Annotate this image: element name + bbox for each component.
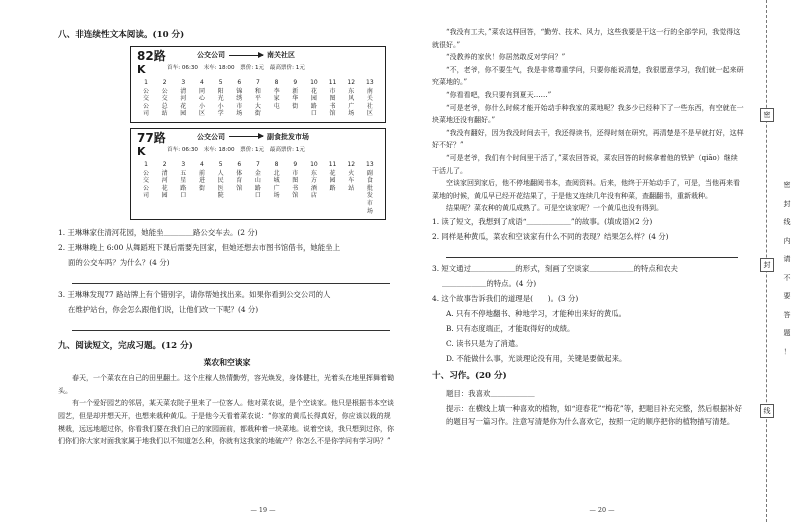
stop: 13 南关社区 [366, 79, 374, 118]
binding-margin [752, 0, 800, 522]
question-3b: 在维护站台，你会怎么跟他们说，让他们改一下呢？(4 分) [68, 305, 259, 315]
stop: 3 清河花园 [180, 79, 187, 118]
stop: 7 和平大街 [254, 79, 261, 118]
option-d[interactable]: D. 不能做什么事，光谈理论没有用，关键是要做起来。 [446, 353, 627, 363]
answer-line[interactable] [72, 318, 390, 331]
question-1: 1. 读了短文，我想到了成语“＿＿＿＿＿＿”的故事。(填成语)(2 分) [432, 216, 653, 226]
question-2b: 面的公交车吗？为什么？(4 分) [68, 258, 170, 268]
question-2: 2. 同样是种黄瓜，菜农和空谈家有什么不同的表现？结果怎么样？(4 分) [432, 231, 669, 241]
stop: 2 清河花园 [161, 160, 168, 200]
stop: 10 花园路口 [310, 79, 318, 118]
stop: 1 公交公司 [142, 160, 149, 200]
stop: 4 同心小区 [198, 79, 205, 118]
arrow-right-icon [229, 136, 263, 137]
binding-warning: 密 封 线 内 请 不 要 答 题 ！ [783, 181, 791, 356]
paragraph: “不，老爷，你不要生气，我是非常尊重学问，只要你能说清楚，我很愿意学习，我们就一起来研究菜地的。” [432, 65, 744, 87]
passage-continued [432, 26, 744, 215]
question-1: 1. 王琳琳家住清河花园，她能坐＿＿＿＿路公交车去。(2 分) [58, 228, 258, 238]
route-to: 副食批发市场 [267, 132, 309, 141]
section-9-title: 九、阅读短文，完成习题。(12 分) [58, 341, 193, 352]
stop: 1 公交公司 [142, 79, 149, 118]
route-from: 公交公司 [197, 51, 225, 59]
stop: 9 市图书馆 [292, 160, 299, 200]
stop-list [137, 79, 379, 118]
page-20 [410, 0, 750, 522]
arrow-right-icon [229, 55, 263, 56]
stop: 11 市图书馆 [328, 79, 337, 118]
route-to: 南关社区 [267, 51, 295, 59]
section-10-title: 十、习作。(20 分) [432, 370, 507, 381]
paragraph: “可是老爷，你什么时候才能开始动手种我家的菜地呢？我多少已经种下了一些东西，有空就在一块菜地还没有翻好。” [432, 103, 744, 125]
stop: 11 花园路 [328, 160, 337, 192]
route-from: 公交公司 [197, 132, 225, 141]
paragraph: 空谈家回到家后，他不停地翻阅书本，查阅资料。后来，他终于开始动手了，可是，当他再来看菜地的时候，黄瓜早已经开花结果了，于是他又连续几年没有种菜，查翻翻书，重新栽种。 [432, 179, 740, 200]
bus-k: K [137, 63, 146, 76]
bus-sign-82 [130, 46, 386, 123]
bus-number: 77路 [137, 130, 166, 145]
paragraph: 结果呢？菜农种的黄瓜成熟了。可是空谈家呢？一个黄瓜也没有得到。 [446, 204, 663, 213]
stop: 12 火车站 [347, 160, 356, 192]
stop: 8 北城广场 [273, 160, 280, 200]
paragraph: “我没有工夫，”菜农这样回答，“勤劳、技术、风力，这些我要是干这一行的全部学问，我觉得这就很好。” [432, 28, 741, 49]
option-a[interactable]: A. 只有不停地翻书、种地学习，才能种出来好的黄瓜。 [446, 308, 627, 318]
bus-number: 82路 [137, 49, 166, 63]
binder-mark: 线 [760, 404, 774, 418]
stop-list [137, 161, 379, 215]
stop: 9 新华街 [292, 79, 299, 110]
paragraph: 春天，一个菜农在自己的田里翻土。这个庄稼人热情勤劳，容光焕发，身体健壮，光着头在地里挥舞着锄头。 [58, 374, 394, 395]
option-c[interactable]: C. 读书只是为了消遣。 [446, 338, 523, 348]
option-b[interactable]: B. 只有态度端正，才能取得好的成绩。 [446, 323, 575, 333]
binder-mark: 封 [760, 258, 774, 272]
stop: 2 公交总站 [161, 79, 168, 118]
stop: 7 金山路口 [254, 160, 261, 200]
essay-hint: 提示：在横线上填一种喜欢的植物，如“迎春花”“梅花”等，把题目补充完整，然后根据补好的题目写一篇习作。注意写清楚你为什么喜欢它，按照一定的顺序把你的植物描写清楚。 [446, 403, 742, 426]
question-3a: 3. 短文通过＿＿＿＿＿＿的形式，刻画了空谈家＿＿＿＿＿＿的特点和农夫 [432, 263, 678, 273]
paragraph: “可是老爷，我们有个时间里干活了，”菜农回答说，菜农回答的时候拿着他的铁铲（qiāo）继续干活儿了。 [432, 153, 738, 175]
essay-title: 题目：我喜欢＿＿＿＿＿＿ [446, 388, 535, 398]
paragraph: 有一个爱好园艺的邻居，某天菜农院子里来了一位客人。他对菜农说，是个空谈家。他只是根据书本空谈园艺，但是却并想天开，也想来栽种黄瓜。于是他今天看着菜农说：“你家的黄瓜长得真好，你应该以栽的规模栽，远远地超过你，你看我们要在我们自己的家园面前，都栽种着一块菜地。说着空谈，我只想到过你，你们你们你大家对面我家属于地我们以不知道怎么种，你就有这我家的地破产？你怎么不是你学问有学习吗？” [58, 399, 394, 446]
stop: 6 锦绣市场 [236, 79, 243, 118]
passage-body [58, 372, 396, 448]
section-8-title: 八、非连续性文本阅读。(10 分) [58, 30, 185, 40]
stop: 13 副食批发市场 [366, 160, 374, 215]
answer-line[interactable] [446, 245, 738, 258]
bus-sign-77 [130, 128, 386, 220]
paragraph: “没教养的家伙！你居然敢反对学问？” [446, 53, 566, 62]
question-2a: 2. 王琳琳晚上 6:00 从舞蹈班下课后需要先回家，但她还想去市图书馆借书，她能坐上 [58, 243, 340, 253]
paragraph: “我没有翻好，因为我没时间去干，我还得读书，还得时刻在研究，再清楚是不是早就打好，这样好不好？” [432, 128, 744, 150]
stop: 3 五星路口 [180, 160, 187, 200]
binder-mark: 密 [760, 108, 774, 122]
page-number: — 19 — [250, 506, 276, 514]
question-3a: 3. 王琳琳发现77 路站牌上有个错别字，请你帮她找出来。如果你看到公交公司的人 [58, 290, 331, 300]
question-4: 4. 这个故事告诉我们的道理是( )。(3 分) [432, 293, 579, 303]
answer-line[interactable] [72, 271, 390, 284]
question-3b: ＿＿＿＿＿＿的特点。(4 分) [442, 278, 537, 288]
bus-times: 首车: 06:30 末车: 18:00 票价: 1元 最高票价: 1元 [167, 65, 305, 71]
stop: 8 李家屯 [273, 79, 280, 110]
stop: 12 东风广场 [347, 79, 356, 118]
bus-times: 首车: 06:30 末车: 18:00 票价: 1元 最高票价: 1元 [167, 146, 305, 153]
stop: 6 体育馆 [236, 160, 243, 192]
paragraph: “你看看吧，我只要有到夏天……” [446, 90, 552, 99]
page-number: — 20 — [589, 506, 615, 514]
stop: 5 阳光小学 [217, 79, 224, 118]
stop: 4 前进街 [198, 160, 205, 192]
stop: 10 东方酒店 [310, 160, 318, 200]
stop: 5 人民医院 [217, 160, 224, 200]
passage-title: 菜农和空谈家 [203, 358, 251, 368]
bus-k: K [137, 144, 146, 158]
